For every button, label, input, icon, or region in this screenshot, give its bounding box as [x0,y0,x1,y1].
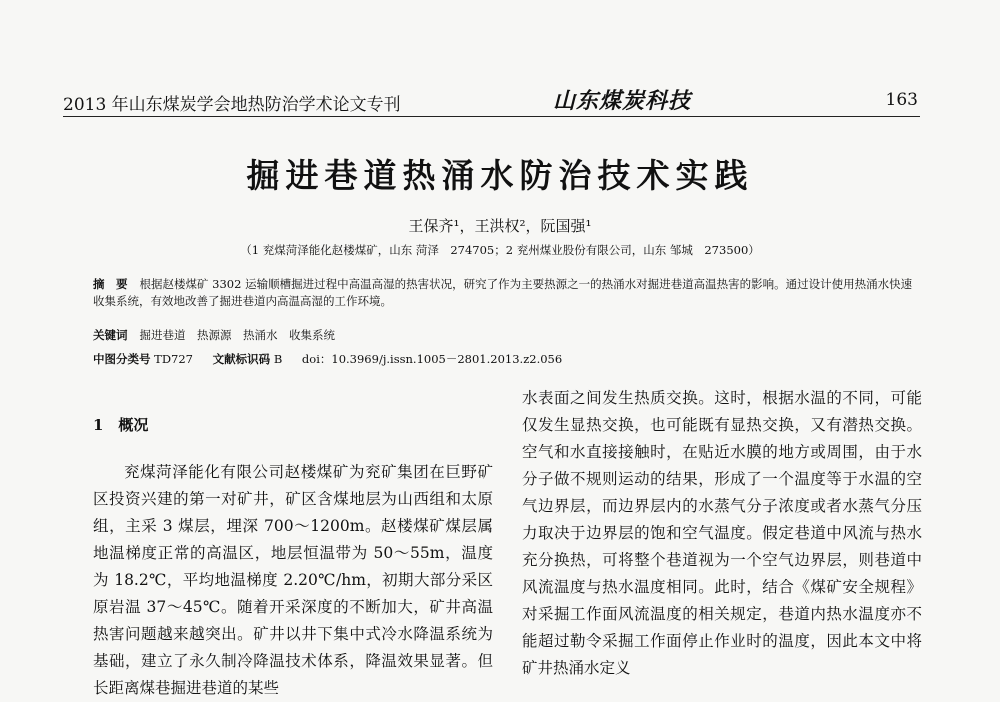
doc-code-value: B [273,352,283,366]
running-header [63,80,918,114]
paper-title: 掘进巷道热涌水防治技术实践 [246,156,754,195]
abstract-text: 根据赵楼煤矿 3302 运输顺槽掘进过程中高温高湿的热害状况，研究了作为主要热源之一的热涌水对掘进巷道高温热害的影响。通过设计使用热涌水快速收集系统，有效地改善了掘进巷道内高温高湿的工作环境。 [93,277,913,308]
body-paragraph: 兖煤菏泽能化有限公司赵楼煤矿为兖矿集团在巨野矿区投资兴建的第一对矿井，矿区含煤地层为山西组和太原组，主采 3 煤层，埋深 700～1200m。赵楼煤矿煤层属地温梯度正常的高温区，地层恒温带为 50～55m，温度为 18.2℃，平均地温梯度 2.20℃/hm，初期大部分采区原岩温 37～45℃。随着开采深度的不断加大，矿井高温热害问题越来越突出。矿井以井下集中式冷水降温系统为基础，建立了永久制冷降温技术体系，降温效果显著。但长距离煤巷掘进巷道的某些 [93,463,493,697]
clc-value: TD727 [154,352,193,366]
journal-title: 2013 年山东煤炭学会地热防治学术论文专刊 [63,95,401,115]
affiliation: （1 兖煤菏泽能化赵楼煤矿，山东 菏泽 274705；2 兖州煤业股份有限公司，山东 邹城 273500） [240,243,760,257]
journal-logo: 山东煤炭科技 [553,88,692,114]
header-rule [63,116,920,117]
classification-line [93,351,893,367]
body-paragraph: 水表面之间发生热质交换。这时，根据水温的不同，可能仅发生显热交换，也可能既有显热交换，又有潜热交换。空气和水直接接触时，在贴近水膜的地方或周围，由于水分子做不规则运动的结果，形成了一个温度等于水温的空气边界层，而边界层内的水蒸气分子浓度或者水蒸气分压力取决于边界层的饱和空气温度。假定巷道中风流与热水充分换热，可将整个巷道视为一个空气边界层，则巷道中风流温度与热水温度相同。此时，结合《煤矿安全规程》对采掘工作面风流温度的相关规定，巷道内热水温度亦不能超过勒令采掘工作面停止作业时的温度，因此本文中将矿井热涌水定义 [522,389,922,677]
left-column [93,385,493,702]
clc-label: 中图分类号 [93,352,151,366]
doi: doi：10.3969/j.issn.1005－2801.2013.z2.056 [301,352,563,366]
section-heading: 1 概况 [93,416,149,434]
abstract-label: 摘 要 [93,277,128,291]
keywords-label: 关键词 [93,328,128,342]
right-column [522,385,922,682]
doc-code-label: 文献标识码 [212,352,271,366]
keywords [93,327,335,343]
abstract [93,276,923,310]
page-number: 163 [885,90,918,110]
author-list: 王保齐¹，王洪权²，阮国强¹ [408,217,592,235]
keywords-text: 掘进巷道 热源源 热涌水 收集系统 [139,328,335,342]
